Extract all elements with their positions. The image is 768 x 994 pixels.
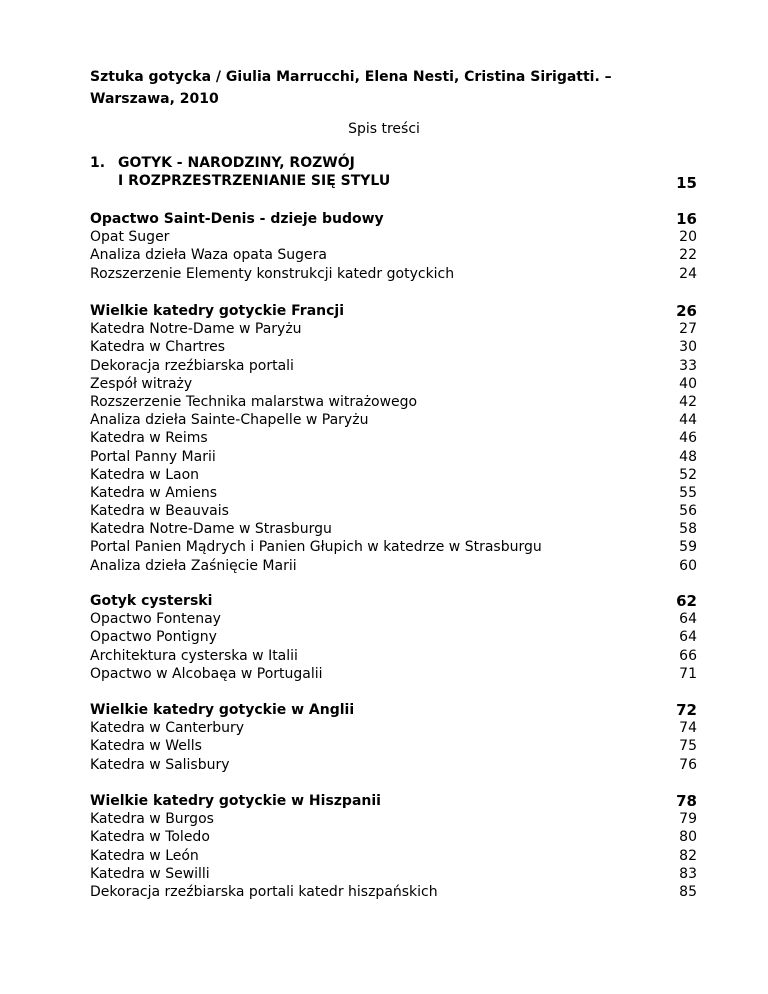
toc-entry-title: Katedra w Amiens [90, 484, 218, 501]
toc-entry [90, 411, 697, 429]
toc-entry-title: Katedra w Burgos [90, 811, 214, 828]
toc-entry [90, 265, 697, 283]
toc-entry [90, 393, 697, 411]
toc-section [90, 792, 697, 901]
section-heading-page: 72 [676, 701, 697, 719]
toc-section [90, 302, 697, 575]
toc-entry [90, 357, 697, 375]
toc-entry-page: 64 [679, 611, 697, 628]
toc-entry [90, 429, 697, 447]
section-heading [90, 792, 697, 810]
toc-entry [90, 628, 697, 646]
toc-section [90, 701, 697, 774]
toc-entry-title: Portal Panny Marii [90, 448, 216, 465]
toc-entry-title: Analiza dzieła Waza opata Sugera [90, 247, 327, 264]
toc-entry-title: Dekoracja rzeźbiarska portali katedr hiszpańskich [90, 883, 438, 900]
toc-entry-title: Katedra w Canterbury [90, 720, 245, 737]
bibliographic-citation [90, 66, 690, 110]
toc-entry [90, 375, 697, 393]
toc-entry-page: 44 [679, 412, 697, 429]
toc-entry [90, 538, 697, 556]
toc-entry [90, 828, 697, 846]
section-heading-title: Wielkie katedry gotyckie w Hiszpanii [90, 793, 381, 809]
toc-entry-title: Katedra w León [90, 847, 199, 864]
chapter-page-number: 15 [676, 174, 697, 192]
toc-entry [90, 647, 697, 665]
toc-entry [90, 338, 697, 356]
toc-entry-title: Zespół witraży [90, 375, 193, 392]
toc-entry-page: 60 [679, 557, 697, 574]
toc-entry-title: Portal Panien Mądrych i Panien Głupich w katedrze w Strasburgu [90, 539, 542, 556]
toc-entry-title: Opactwo Fontenay [90, 611, 221, 628]
toc-entry-page: 20 [679, 229, 697, 246]
toc-entry-page: 80 [679, 829, 697, 846]
citation-line-2: Warszawa, 2010 [90, 91, 219, 107]
toc-entry-title: Katedra Notre-Dame w Strasburgu [90, 521, 332, 538]
toc-entry-title: Katedra w Wells [90, 738, 202, 755]
toc-entry-page: 33 [679, 357, 697, 374]
toc-entry-page: 82 [679, 847, 697, 864]
citation-line-1: Sztuka gotycka / Giulia Marrucchi, Elena Nesti, Cristina Sirigatti. – [90, 69, 612, 85]
toc-entry [90, 228, 697, 246]
toc-entry-page: 71 [679, 665, 697, 682]
toc-entry-page: 24 [679, 265, 697, 282]
toc-title: Spis treści [348, 121, 420, 137]
toc-entry-title: Analiza dzieła Sainte-Chapelle w Paryżu [90, 412, 369, 429]
toc-entry-page: 30 [679, 339, 697, 356]
toc-entry-title: Rozszerzenie Elementy konstrukcji katedr gotyckich [90, 265, 455, 282]
section-heading-page: 16 [676, 210, 697, 228]
toc-entry-page: 85 [679, 883, 697, 900]
toc-entry-title: Katedra w Reims [90, 430, 208, 447]
toc-entry-page: 48 [679, 448, 697, 465]
toc-entry-page: 58 [679, 521, 697, 538]
chapter-heading [90, 154, 697, 194]
toc-entry [90, 883, 697, 901]
toc-entry-title: Opactwo Pontigny [90, 629, 217, 646]
toc-entry [90, 847, 697, 865]
toc-entry-page: 74 [679, 720, 697, 737]
section-heading-page: 62 [676, 592, 697, 610]
toc-entry-page: 55 [679, 484, 697, 501]
toc-entry-title: Katedra w Sewilli [90, 865, 210, 882]
toc-entry-title: Katedra w Laon [90, 466, 200, 483]
toc-entry-title: Katedra w Salisbury [90, 756, 230, 773]
toc-entry [90, 810, 697, 828]
toc-entry-title: Katedra w Beauvais [90, 503, 229, 520]
section-heading-page: 26 [676, 302, 697, 320]
toc-entry-page: 75 [679, 738, 697, 755]
toc-entry-page: 59 [679, 539, 697, 556]
toc-entry-title: Analiza dzieła Zaśnięcie Marii [90, 557, 297, 574]
section-heading-page: 78 [676, 792, 697, 810]
toc-entry [90, 466, 697, 484]
toc-entry-title: Katedra w Chartres [90, 339, 226, 356]
section-heading [90, 210, 697, 228]
toc-section [90, 592, 697, 683]
section-heading [90, 701, 697, 719]
toc-entry-title: Katedra w Toledo [90, 829, 210, 846]
toc-entry-page: 66 [679, 647, 697, 664]
toc-entry-page: 83 [679, 865, 697, 882]
toc-entry-title: Rozszerzenie Technika malarstwa witrażowego [90, 393, 418, 410]
toc-entry [90, 610, 697, 628]
section-heading [90, 302, 697, 320]
toc-entry [90, 719, 697, 737]
toc-entry [90, 557, 697, 575]
chapter-title-line-1: GOTYK - NARODZINY, ROZWÓJ [118, 155, 355, 171]
toc-entry-page: 52 [679, 466, 697, 483]
toc-entry [90, 737, 697, 755]
toc-entry-page: 46 [679, 430, 697, 447]
toc-entry-page: 79 [679, 811, 697, 828]
toc-entry-page: 42 [679, 393, 697, 410]
chapter-number: 1. [90, 155, 106, 171]
toc-entry-page: 64 [679, 629, 697, 646]
toc-entry-page: 76 [679, 756, 697, 773]
toc-entry-title: Opactwo w Alcobaęa w Portugalii [90, 665, 323, 682]
toc-entry [90, 484, 697, 502]
toc-entry [90, 520, 697, 538]
chapter-title-line-2: I ROZPRZESTRZENIANIE SIĘ STYLU [118, 173, 391, 189]
toc-entry [90, 502, 697, 520]
toc-entry-title: Opat Suger [90, 229, 170, 246]
toc-entry-page: 56 [679, 503, 697, 520]
toc-entry [90, 865, 697, 883]
toc-entry-title: Architektura cysterska w Italii [90, 647, 298, 664]
toc-entry [90, 246, 697, 264]
section-heading [90, 592, 697, 610]
toc-entry-page: 22 [679, 247, 697, 264]
section-heading-title: Opactwo Saint-Denis - dzieje budowy [90, 211, 384, 227]
toc-entry-title: Katedra Notre-Dame w Paryżu [90, 321, 302, 338]
toc-entry [90, 320, 697, 338]
toc-entry [90, 448, 697, 466]
toc-entry [90, 665, 697, 683]
section-heading-title: Gotyk cysterski [90, 593, 213, 609]
section-heading-title: Wielkie katedry gotyckie w Anglii [90, 702, 355, 718]
toc-entry-page: 40 [679, 375, 697, 392]
toc-section [90, 210, 697, 283]
toc-entry [90, 756, 697, 774]
section-heading-title: Wielkie katedry gotyckie Francji [90, 303, 345, 319]
toc-entry-title: Dekoracja rzeźbiarska portali [90, 357, 294, 374]
toc-entry-page: 27 [679, 321, 697, 338]
